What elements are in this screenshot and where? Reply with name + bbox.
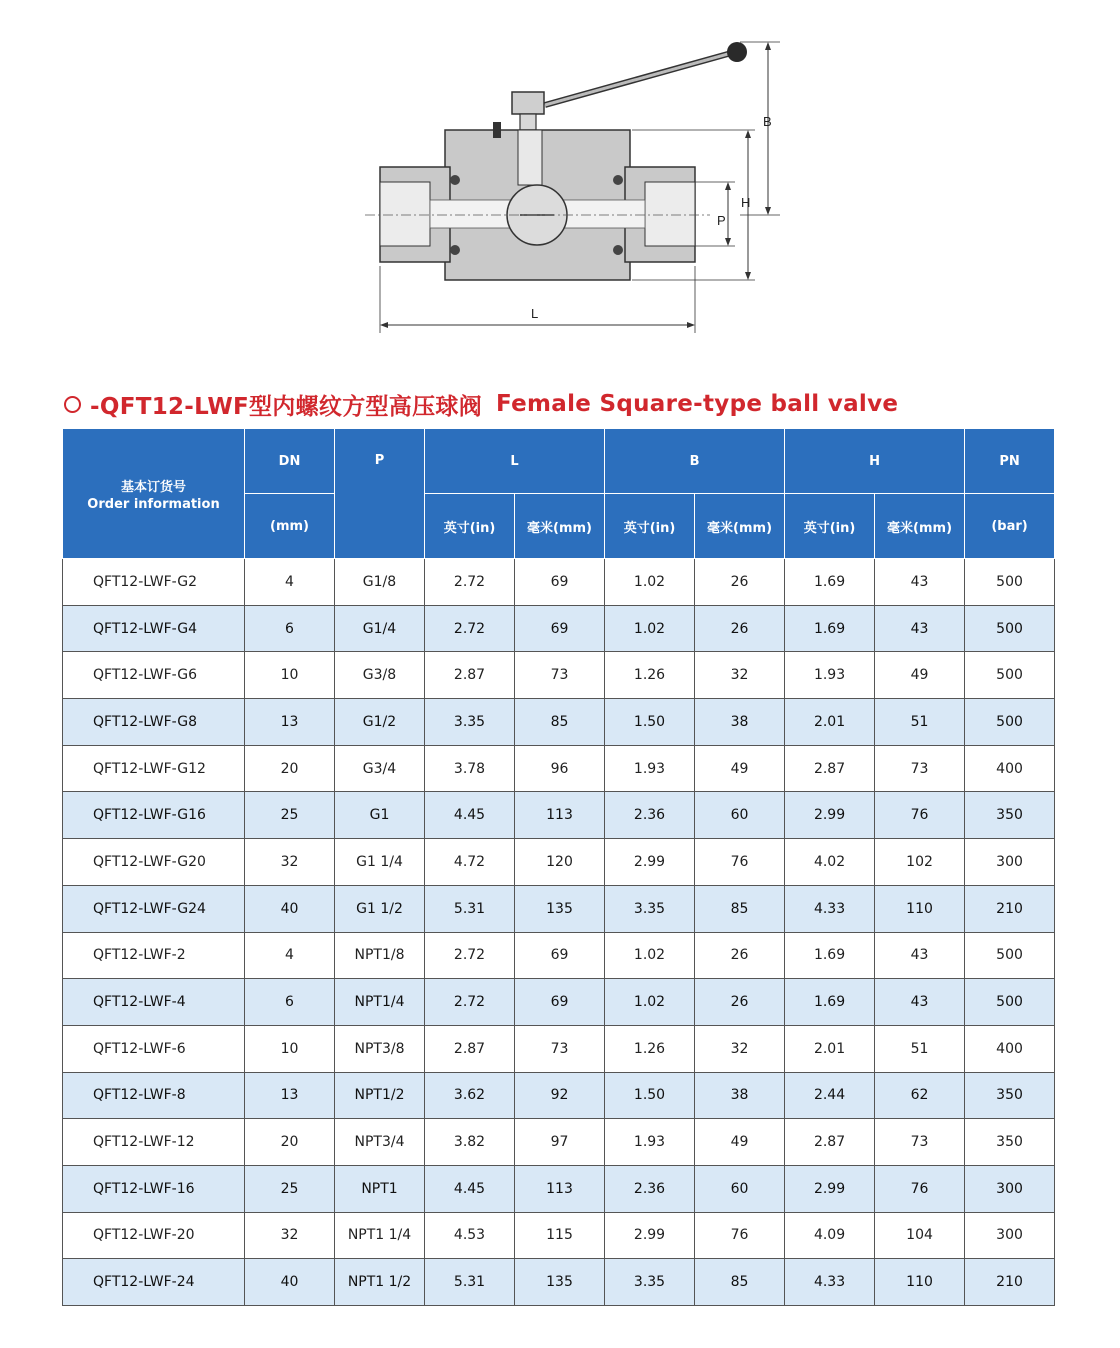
header-dn-unit: (mm)	[245, 494, 335, 559]
cell-dn: 10	[245, 652, 335, 699]
cell-p: NPT1	[335, 1165, 425, 1212]
cell-l-mm: 69	[515, 605, 605, 652]
spec-table-body	[63, 559, 1055, 1306]
cell-l-mm: 96	[515, 745, 605, 792]
cell-h-in: 2.99	[785, 792, 875, 839]
cell-b-mm: 85	[695, 1259, 785, 1306]
cell-pn: 350	[965, 1119, 1055, 1166]
cell-h-mm: 43	[875, 932, 965, 979]
cell-h-in: 1.69	[785, 932, 875, 979]
cell-l-in: 2.87	[425, 1025, 515, 1072]
cell-pn: 500	[965, 559, 1055, 606]
cell-l-in: 2.72	[425, 559, 515, 606]
cell-pn: 300	[965, 1212, 1055, 1259]
cell-dn: 40	[245, 1259, 335, 1306]
cell-l-in: 4.72	[425, 839, 515, 886]
header-order-en: Order information	[87, 496, 220, 512]
cell-l-mm: 85	[515, 699, 605, 746]
cell-order: QFT12-LWF-20	[63, 1212, 245, 1259]
table-row	[63, 1165, 1055, 1212]
table-row	[63, 605, 1055, 652]
dim-label-l: L	[531, 306, 539, 321]
cell-b-in: 1.26	[605, 652, 695, 699]
header-b-in: 英寸(in)	[605, 494, 695, 559]
cell-h-in: 2.87	[785, 745, 875, 792]
cell-b-mm: 38	[695, 699, 785, 746]
cell-l-mm: 120	[515, 839, 605, 886]
cell-dn: 6	[245, 979, 335, 1026]
header-b-mm: 毫米(mm)	[695, 494, 785, 559]
cell-l-in: 2.72	[425, 605, 515, 652]
cell-dn: 25	[245, 792, 335, 839]
cell-order: QFT12-LWF-24	[63, 1259, 245, 1306]
header-h-mm: 毫米(mm)	[875, 494, 965, 559]
cell-h-in: 4.33	[785, 1259, 875, 1306]
spec-table	[62, 428, 1055, 1306]
header-h: H	[785, 429, 965, 494]
cell-p: G1 1/2	[335, 885, 425, 932]
table-row	[63, 559, 1055, 606]
cell-l-in: 2.72	[425, 932, 515, 979]
header-order-cn: 基本订货号	[120, 479, 186, 495]
cell-h-mm: 43	[875, 559, 965, 606]
cell-order: QFT12-LWF-G24	[63, 885, 245, 932]
cell-l-in: 2.87	[425, 652, 515, 699]
cell-b-in: 1.93	[605, 745, 695, 792]
cell-l-mm: 115	[515, 1212, 605, 1259]
cell-l-mm: 69	[515, 559, 605, 606]
cell-dn: 6	[245, 605, 335, 652]
cell-order: QFT12-LWF-6	[63, 1025, 245, 1072]
table-row	[63, 1025, 1055, 1072]
cell-h-in: 4.09	[785, 1212, 875, 1259]
cell-b-mm: 49	[695, 1119, 785, 1166]
cell-l-mm: 135	[515, 1259, 605, 1306]
cell-h-mm: 49	[875, 652, 965, 699]
cell-p: G3/8	[335, 652, 425, 699]
cell-b-in: 1.02	[605, 605, 695, 652]
cell-b-mm: 60	[695, 792, 785, 839]
cell-l-mm: 92	[515, 1072, 605, 1119]
cell-b-in: 1.50	[605, 1072, 695, 1119]
cell-l-mm: 73	[515, 1025, 605, 1072]
cell-p: G1/8	[335, 559, 425, 606]
table-row	[63, 1119, 1055, 1166]
cell-b-in: 3.35	[605, 1259, 695, 1306]
cell-p: NPT1 1/4	[335, 1212, 425, 1259]
cell-b-in: 1.02	[605, 932, 695, 979]
table-row	[63, 652, 1055, 699]
cell-l-in: 4.53	[425, 1212, 515, 1259]
cell-pn: 500	[965, 699, 1055, 746]
cell-h-in: 2.44	[785, 1072, 875, 1119]
cell-h-mm: 62	[875, 1072, 965, 1119]
cell-dn: 32	[245, 839, 335, 886]
header-pn: PN	[965, 429, 1055, 494]
header-p-label: P	[374, 453, 385, 468]
cell-order: QFT12-LWF-G16	[63, 792, 245, 839]
table-row	[63, 839, 1055, 886]
cell-pn: 500	[965, 932, 1055, 979]
cell-b-in: 1.26	[605, 1025, 695, 1072]
cell-l-in: 3.35	[425, 699, 515, 746]
cell-h-in: 1.69	[785, 979, 875, 1026]
cell-pn: 400	[965, 1025, 1055, 1072]
cell-p: G1/2	[335, 699, 425, 746]
cell-order: QFT12-LWF-G20	[63, 839, 245, 886]
cell-h-mm: 43	[875, 605, 965, 652]
cell-order: QFT12-LWF-G4	[63, 605, 245, 652]
cell-pn: 400	[965, 745, 1055, 792]
header-dn: DN	[245, 429, 335, 494]
cell-dn: 13	[245, 699, 335, 746]
cell-l-mm: 69	[515, 932, 605, 979]
header-l-in: 英寸(in)	[425, 494, 515, 559]
cell-b-in: 1.02	[605, 979, 695, 1026]
cell-order: QFT12-LWF-8	[63, 1072, 245, 1119]
cell-p: NPT1/4	[335, 979, 425, 1026]
cell-b-in: 1.02	[605, 559, 695, 606]
cell-l-in: 4.45	[425, 1165, 515, 1212]
valve-handle	[545, 42, 747, 105]
header-p	[335, 429, 425, 559]
cell-pn: 210	[965, 885, 1055, 932]
cell-pn: 500	[965, 652, 1055, 699]
cell-h-mm: 104	[875, 1212, 965, 1259]
header-l: L	[425, 429, 605, 494]
cell-l-in: 4.45	[425, 792, 515, 839]
table-row	[63, 1212, 1055, 1259]
cell-b-mm: 26	[695, 979, 785, 1026]
cell-b-in: 1.93	[605, 1119, 695, 1166]
cell-b-mm: 26	[695, 605, 785, 652]
cell-h-mm: 110	[875, 885, 965, 932]
cell-b-in: 2.36	[605, 792, 695, 839]
table-row	[63, 699, 1055, 746]
cell-order: QFT12-LWF-G6	[63, 652, 245, 699]
cell-h-in: 4.02	[785, 839, 875, 886]
table-row	[63, 745, 1055, 792]
cell-l-in: 3.78	[425, 745, 515, 792]
cell-p: NPT3/8	[335, 1025, 425, 1072]
cell-h-mm: 110	[875, 1259, 965, 1306]
header-order-info	[63, 429, 245, 559]
cell-b-in: 2.99	[605, 839, 695, 886]
cell-pn: 350	[965, 792, 1055, 839]
cell-l-in: 5.31	[425, 1259, 515, 1306]
cell-b-in: 3.35	[605, 885, 695, 932]
cell-h-mm: 51	[875, 699, 965, 746]
cell-h-in: 1.69	[785, 559, 875, 606]
cell-order: QFT12-LWF-G2	[63, 559, 245, 606]
cell-h-in: 2.99	[785, 1165, 875, 1212]
cell-dn: 32	[245, 1212, 335, 1259]
cell-pn: 500	[965, 979, 1055, 1026]
cell-order: QFT12-LWF-G8	[63, 699, 245, 746]
header-pn-unit: (bar)	[965, 494, 1055, 559]
cell-l-in: 3.62	[425, 1072, 515, 1119]
cell-dn: 20	[245, 1119, 335, 1166]
cell-dn: 13	[245, 1072, 335, 1119]
header-l-mm: 毫米(mm)	[515, 494, 605, 559]
cell-p: NPT1 1/2	[335, 1259, 425, 1306]
cell-p: NPT1/2	[335, 1072, 425, 1119]
cell-order: QFT12-LWF-4	[63, 979, 245, 1026]
cell-b-mm: 26	[695, 932, 785, 979]
cell-h-mm: 76	[875, 1165, 965, 1212]
cell-h-mm: 73	[875, 1119, 965, 1166]
cell-h-mm: 73	[875, 745, 965, 792]
cell-dn: 4	[245, 559, 335, 606]
header-b: B	[605, 429, 785, 494]
table-row	[63, 932, 1055, 979]
cell-l-in: 5.31	[425, 885, 515, 932]
cell-b-mm: 32	[695, 652, 785, 699]
dim-label-h: H	[741, 195, 751, 210]
table-row	[63, 1072, 1055, 1119]
cell-pn: 300	[965, 1165, 1055, 1212]
cell-h-mm: 102	[875, 839, 965, 886]
cell-pn: 350	[965, 1072, 1055, 1119]
cell-b-mm: 60	[695, 1165, 785, 1212]
cell-order: QFT12-LWF-G12	[63, 745, 245, 792]
cell-h-in: 2.01	[785, 699, 875, 746]
cell-l-in: 3.82	[425, 1119, 515, 1166]
cell-l-mm: 113	[515, 1165, 605, 1212]
cell-dn: 4	[245, 932, 335, 979]
title-code: -QFT12-LWF型内螺纹方型高压球阀	[90, 393, 483, 420]
cell-h-in: 2.01	[785, 1025, 875, 1072]
table-row	[63, 792, 1055, 839]
cell-p: G3/4	[335, 745, 425, 792]
cell-p: NPT3/4	[335, 1119, 425, 1166]
cell-dn: 10	[245, 1025, 335, 1072]
cell-l-mm: 73	[515, 652, 605, 699]
cell-b-in: 1.50	[605, 699, 695, 746]
cell-b-mm: 76	[695, 839, 785, 886]
table-row	[63, 979, 1055, 1026]
cell-b-mm: 38	[695, 1072, 785, 1119]
cell-h-in: 1.93	[785, 652, 875, 699]
cell-dn: 25	[245, 1165, 335, 1212]
cell-l-mm: 69	[515, 979, 605, 1026]
cell-b-in: 2.99	[605, 1212, 695, 1259]
cell-h-in: 4.33	[785, 885, 875, 932]
cell-order: QFT12-LWF-2	[63, 932, 245, 979]
cell-order: QFT12-LWF-12	[63, 1119, 245, 1166]
stem-nut	[512, 92, 544, 114]
cell-dn: 20	[245, 745, 335, 792]
cell-l-in: 2.72	[425, 979, 515, 1026]
cell-pn: 210	[965, 1259, 1055, 1306]
cell-p: NPT1/8	[335, 932, 425, 979]
cell-h-mm: 43	[875, 979, 965, 1026]
cell-p: G1/4	[335, 605, 425, 652]
cell-h-mm: 76	[875, 792, 965, 839]
cell-h-in: 2.87	[785, 1119, 875, 1166]
cell-b-mm: 76	[695, 1212, 785, 1259]
cell-b-mm: 26	[695, 559, 785, 606]
cell-p: G1 1/4	[335, 839, 425, 886]
cell-b-mm: 32	[695, 1025, 785, 1072]
cell-pn: 500	[965, 605, 1055, 652]
cell-b-mm: 49	[695, 745, 785, 792]
cell-dn: 40	[245, 885, 335, 932]
cell-order: QFT12-LWF-16	[63, 1165, 245, 1212]
cell-b-in: 2.36	[605, 1165, 695, 1212]
header-h-in: 英寸(in)	[785, 494, 875, 559]
valve-cross-section-drawing	[340, 30, 800, 350]
cell-h-mm: 51	[875, 1025, 965, 1072]
table-row	[63, 885, 1055, 932]
cell-b-mm: 85	[695, 885, 785, 932]
dim-label-b: B	[763, 114, 772, 129]
table-row	[63, 1259, 1055, 1306]
cell-l-mm: 97	[515, 1119, 605, 1166]
cell-l-mm: 113	[515, 792, 605, 839]
cell-h-in: 1.69	[785, 605, 875, 652]
title-english: Female Square-type ball valve	[496, 391, 899, 417]
cell-l-mm: 135	[515, 885, 605, 932]
section-title	[64, 384, 898, 424]
cell-p: G1	[335, 792, 425, 839]
dim-label-p: P	[717, 213, 726, 228]
cell-pn: 300	[965, 839, 1055, 886]
circle-bullet-icon	[64, 396, 81, 413]
